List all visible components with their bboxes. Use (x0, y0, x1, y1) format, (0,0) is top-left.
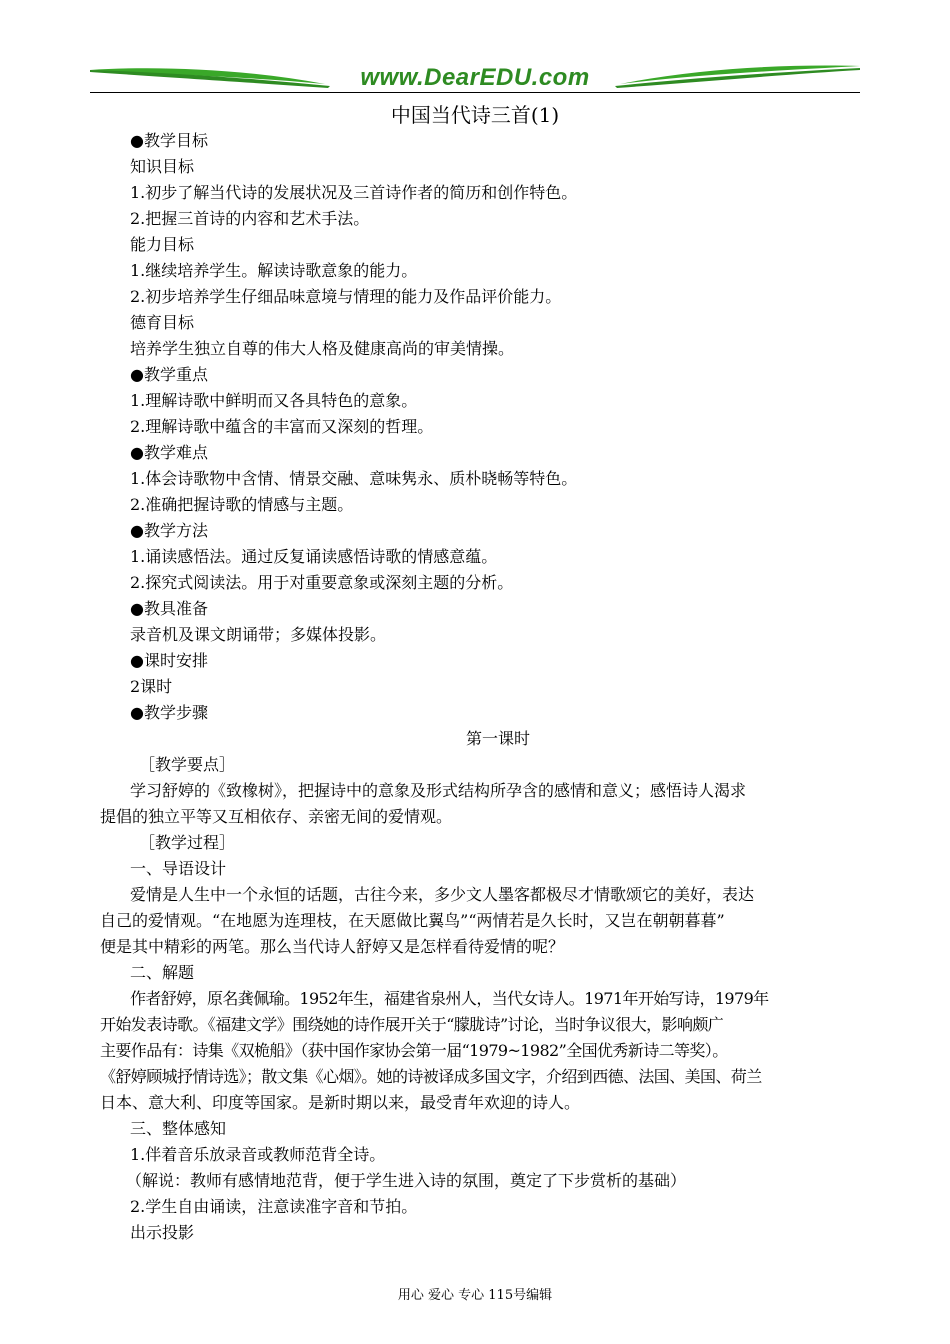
paragraph-line: 便是其中精彩的两笔。那么当代诗人舒婷又是怎样看待爱情的呢？ (100, 937, 565, 956)
document-title: 中国当代诗三首(1) (390, 103, 560, 127)
text-line: 录音机及课文朗诵带；多媒体投影。 (130, 625, 387, 644)
section-heading-tools: ●教具准备 (130, 599, 208, 618)
paragraph-line: 日本、意大利、印度等国家。是新时期以来，最受青年欢迎的诗人。 (100, 1093, 581, 1112)
site-header-banner (90, 62, 860, 96)
paragraph-line: 提倡的独立平等又互相依存、亲密无间的爱情观。 (100, 807, 453, 826)
section-heading-goals: ●教学目标 (130, 131, 208, 150)
text-line: 2.学生自由诵读，注意读准字音和节拍。 (130, 1197, 418, 1216)
document-body (100, 128, 866, 1246)
text-line: 2.准确把握诗歌的情感与主题。 (130, 495, 354, 514)
text-line: 1.初步了解当代诗的发展状况及三首诗作者的简历和创作特色。 (130, 183, 578, 202)
bracket-heading-key-points: ［教学要点］ (139, 755, 236, 774)
subheading-moral: 德育目标 (130, 313, 195, 332)
section-heading-schedule: ●课时安排 (130, 651, 208, 670)
site-logo-text: www.DearEDU.com (360, 64, 590, 91)
subheading-intro-design: 一、导语设计 (130, 859, 227, 878)
section-heading-steps: ●教学步骤 (130, 703, 208, 722)
text-line: 1.伴着音乐放录音或教师范背全诗。 (130, 1145, 386, 1164)
paragraph-line: 《舒婷顾城抒情诗选》；散文集《心烟》。她的诗被译成多国文字，介绍到西德、法国、美国、荷兰 (100, 1067, 762, 1086)
text-line: 2.把握三首诗的内容和艺术手法。 (130, 209, 370, 228)
subheading-title-analysis: 二、解题 (130, 963, 195, 982)
text-line: 培养学生独立自尊的伟大人格及健康高尚的审美情操。 (130, 339, 515, 358)
subheading-knowledge: 知识目标 (130, 157, 195, 176)
text-line: 2课时 (130, 677, 173, 696)
paragraph-line: 爱情是人生中一个永恒的话题，古往今来，多少文人墨客都极尽才情歌颂它的美好，表达 (130, 885, 755, 904)
text-line: 1.理解诗歌中鲜明而又各具特色的意象。 (130, 391, 418, 410)
text-line: 1.诵读感悟法。通过反复诵读感悟诗歌的情感意蕴。 (130, 547, 498, 566)
text-line: 2.探究式阅读法。用于对重要意象或深刻主题的分析。 (130, 573, 514, 592)
paragraph-line: 作者舒婷，原名龚佩瑜。1952年生，福建省泉州人，当代女诗人。1971年开始写诗，1979年 (130, 989, 769, 1008)
text-line: 1.体会诗歌物中含情、情景交融、意味隽永、质朴晓畅等特色。 (130, 469, 578, 488)
header-divider (90, 92, 860, 93)
paragraph-line (130, 778, 866, 804)
text-line: 1.继续培养学生。解读诗歌意象的能力。 (130, 261, 418, 280)
text-line-note: （解说：教师有感情地范背，便于学生进入诗的氛围，奠定了下步赏析的基础） (126, 1171, 687, 1190)
paragraph-line: 主要作品有：诗集《双桅船》（获中国作家协会第一届“1979~1982”全国优秀新诗二等奖）。 (100, 1041, 728, 1060)
bracket-heading-process: ［教学过程］ (139, 833, 236, 852)
page-footer: 用心 爱心 专心 115号编辑 (397, 1288, 553, 1303)
text-line: 2.理解诗歌中蕴含的丰富而又深刻的哲理。 (130, 417, 434, 436)
paragraph-text: 学习舒婷的《致橡树》，把握诗中的意象及形式结构所孕含的感情和意义；感悟诗人渴求 (130, 781, 747, 800)
paragraph-line: 开始发表诗歌。《福建文学》围绕她的诗作展开关于“朦胧诗”讨论，当时争议很大，影响颇广 (100, 1015, 724, 1034)
lesson-heading: 第一课时 (465, 729, 530, 748)
paragraph-line: 自己的爱情观。“在地愿为连理枝，在天愿做比翼鸟”“两情若是久长时，又岂在朝朝暮暮” (100, 911, 725, 930)
text-line: 出示投影 (130, 1223, 195, 1242)
section-heading-difficulties: ●教学难点 (130, 443, 208, 462)
text-line: 2.初步培养学生仔细品味意境与情理的能力及作品评价能力。 (130, 287, 562, 306)
section-heading-methods: ●教学方法 (130, 521, 208, 540)
subheading-overall-perception: 三、整体感知 (130, 1119, 227, 1138)
section-heading-key-points: ●教学重点 (130, 365, 208, 384)
subheading-ability: 能力目标 (130, 235, 195, 254)
